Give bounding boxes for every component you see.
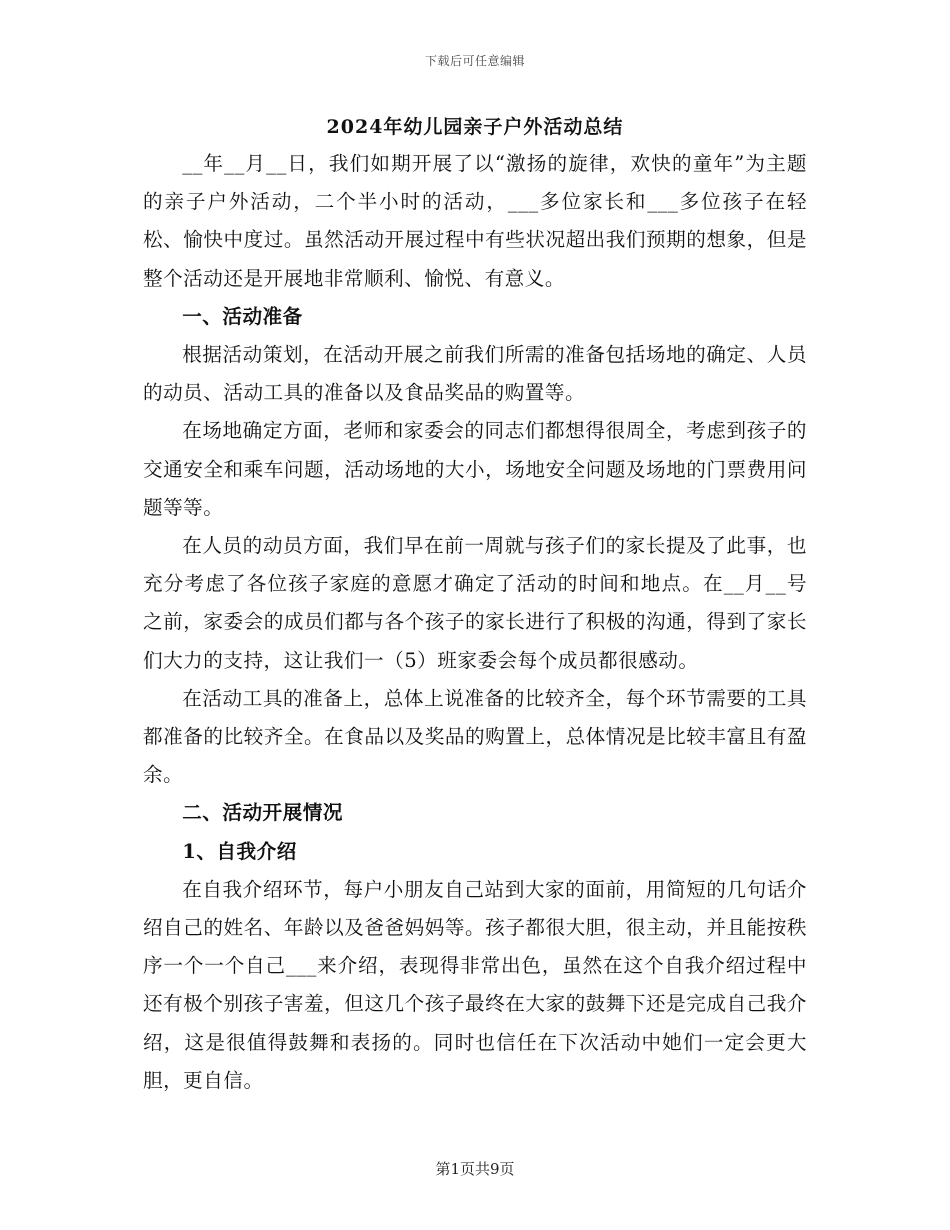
page-footer: 第1页共9页 bbox=[435, 1160, 515, 1178]
paragraph-planning: 根据活动策划，在活动开展之前我们所需的准备包括场地的确定、人员的动员、活动工具的准备以及食品奖品的购置等。 bbox=[143, 343, 807, 405]
paragraph-mobilization: 在人员的动员方面，我们早在前一周就与孩子们的家长提及了此事，也充分考虑了各位孩子家庭的意愿才确定了活动的时间和地点。在__月__号之前，家委会的成员们都与各个孩子的家长进行了积极的沟通，得到了家长们大力的支持，这让我们一（5）班家委会每个成员都很感动。 bbox=[143, 534, 807, 672]
paragraph-venue: 在场地确定方面，老师和家委会的同志们都想得很周全，考虑到孩子的交通安全和乘车问题，活动场地的大小，场地安全问题及场地的门票费用问题等等。 bbox=[143, 419, 807, 519]
section-heading-preparation: 一、活动准备 bbox=[182, 304, 303, 328]
paragraph-self-intro: 在自我介绍环节，每户小朋友自己站到大家的面前，用简短的几句话介绍自己的姓名、年龄以及爸爸妈妈等。孩子都很大胆，很主动，并且能按秩序一个一个自己___来介绍，表现得非常出色，虽然在这个自我介绍过程中还有极个别孩子害羞，但这几个孩子最终在大家的鼓舞下还是完成自己我介绍，这是很值得鼓舞和表扬的。同时也信任在下次活动中她们一定会更大胆，更自信。 bbox=[143, 877, 807, 1092]
document-title: 2024年幼儿园亲子户外活动总结 bbox=[326, 116, 624, 138]
document-body bbox=[143, 145, 807, 1100]
intro-paragraph: __年__月__日，我们如期开展了以“激扬的旋律，欢快的童年”为主题的亲子户外活动，二个半小时的活动，___多位家长和___多位孩子在轻松、愉快中度过。虽然活动开展过程中有些状况超出我们预期的想象，但是整个活动还是开展地非常顺利、愉悦、有意义。 bbox=[143, 152, 807, 290]
paragraph-tools: 在活动工具的准备上，总体上说准备的比较齐全，每个环节需要的工具都准备的比较齐全。在食品以及奖品的购置上，总体情况是比较丰富且有盈余。 bbox=[143, 686, 807, 787]
subsection-heading-self-intro: 1、自我介绍 bbox=[182, 839, 297, 863]
section-heading-activities: 二、活动开展情况 bbox=[182, 801, 343, 825]
header-note: 下载后可任意编辑 bbox=[424, 54, 525, 68]
